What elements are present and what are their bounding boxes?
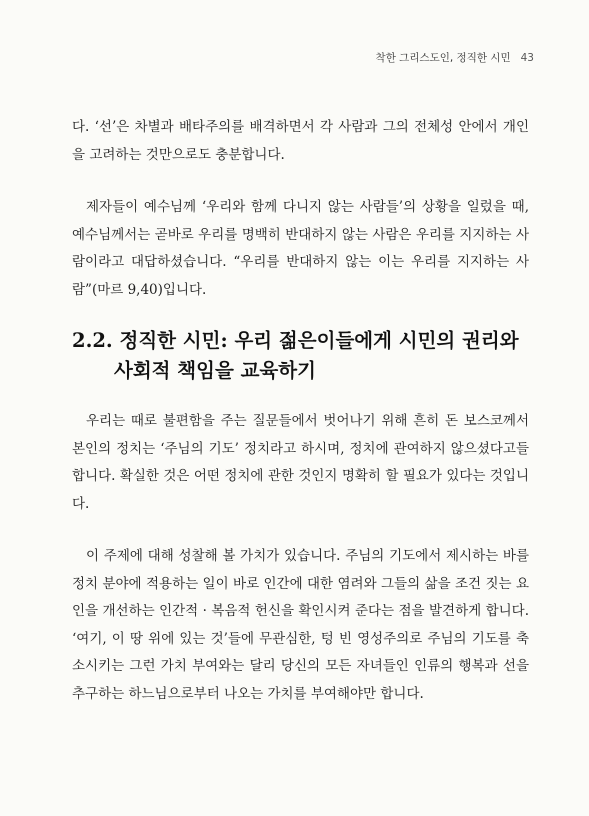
page-number: 43 [520,52,534,64]
paragraph-continued: 다. ‘선’은 차별과 배타주의를 배격하면서 각 사람과 그의 전체성 안에서 개인을 고려하는 것만으로도 충분합니다. [72,119,529,163]
section-heading-line2: 사회적 책임을 교육하기 [114,359,316,382]
running-header [376,50,534,65]
paragraph: 제자들이 예수님께 ‘우리와 함께 다니지 않는 사람들’의 상황을 일렀을 때, 예수님께서는 곧바로 우리를 명백히 반대하지 않는 사람은 우리를 지지하는 사람이라고 대답하셨습니다. “우리를 반대하지 않는 이는 우리를 지지하는 사람”(마르 9,40)입니다. [72,199,529,298]
section-heading-line1: 2.2. 정직한 시민: 우리 젊은이들에게 시민의 권리와 [72,329,519,352]
paragraph: 이 주제에 대해 성찰해 볼 가치가 있습니다. 주님의 기도에서 제시하는 바를 정치 분야에 적용하는 일이 바로 인간에 대한 염려와 그들의 삶을 조건 짓는 요인을 개선하는 인간적 · 복음적 헌신을 확인시켜 준다는 점을 발견하게 합니다. ‘여기, 이 땅 위에 있는 것’들에 무관심한, 텅 빈 영성주의로 주님의 기도를 축소시키는 그런 가치 부여와는 달리 당신의 모든 자녀들인 인류의 행복과 선을 추구하는 하느님으로부터 나오는 가치를 부여해야만 합니다. [72,548,529,702]
running-title: 착한 그리스도인, 정직한 시민 [375,52,511,64]
section-heading [72,326,529,386]
page-body [72,114,529,708]
paragraph: 우리는 때로 불편함을 주는 질문들에서 벗어나기 위해 흔히 돈 보스코께서 본인의 정치는 ‘주님의 기도’ 정치라고 하시며, 정치에 관여하지 않으셨다고들 합니다. 확실한 것은 어떤 정치에 관한 것인지 명확히 할 필요가 있다는 것입니다. [72,413,529,512]
